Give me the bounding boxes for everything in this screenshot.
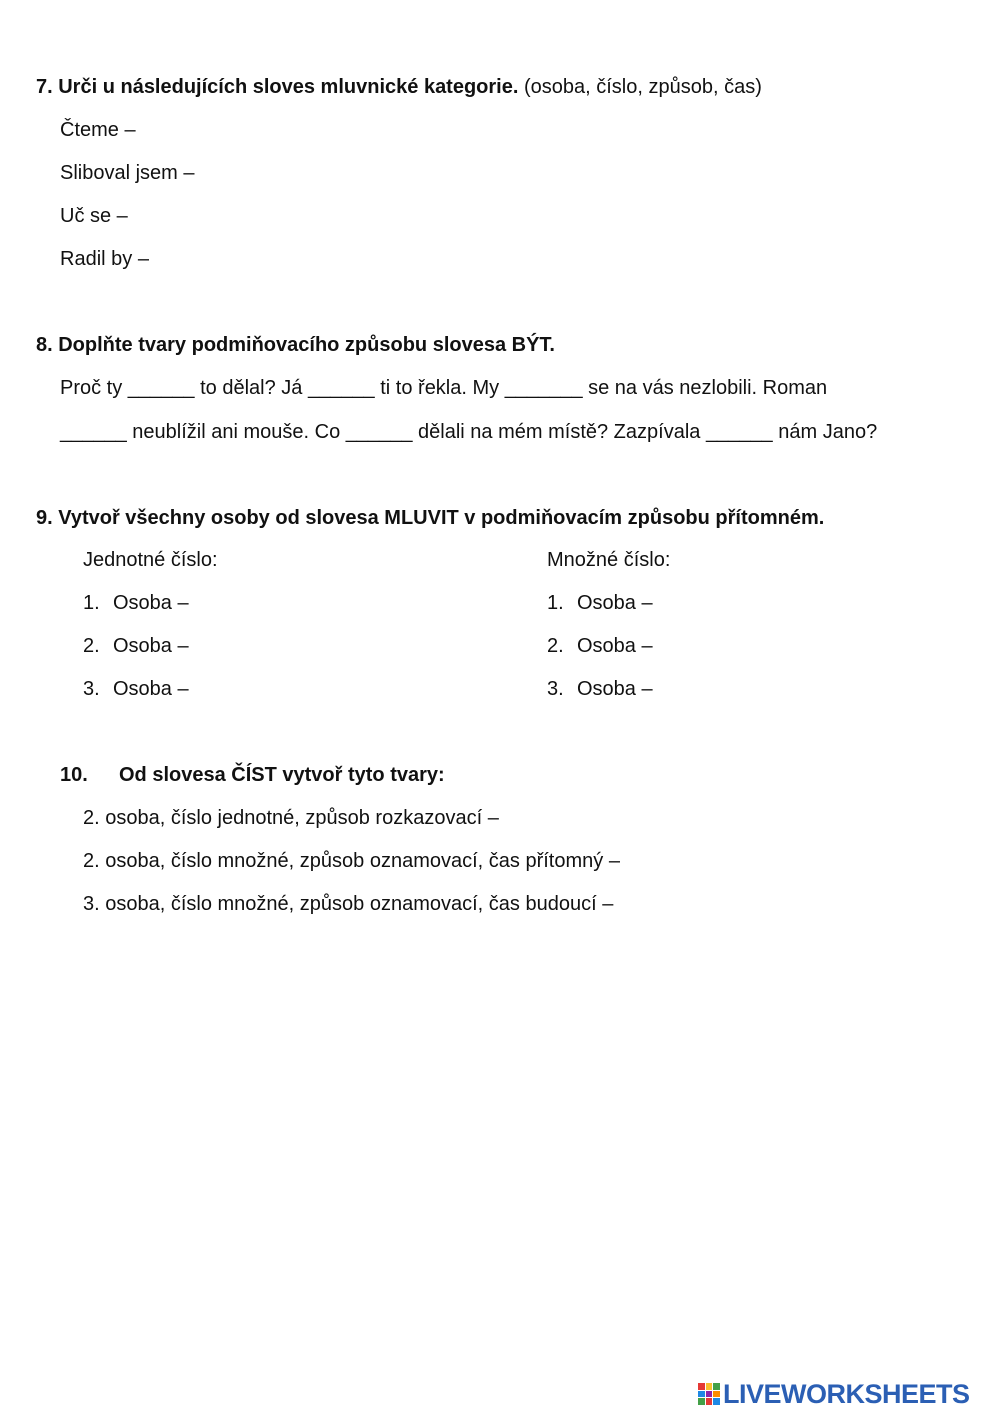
q9-singular-number: 3. xyxy=(83,678,100,700)
q9-plural-item: Osoba – xyxy=(577,678,653,700)
q9-heading: 9. Vytvoř všechny osoby od slovesa MLUVIT v podmiňovacím způsobu přítomném. xyxy=(36,507,825,529)
q7-item: Uč se – xyxy=(60,205,128,227)
q8-heading: 8. Doplňte tvary podmiňovacího způsobu slovesa BÝT. xyxy=(36,334,555,356)
q9-plural-number: 2. xyxy=(547,635,564,657)
q7-item: Sliboval jsem – xyxy=(60,162,195,184)
q7-hint: (osoba, číslo, způsob, čas) xyxy=(523,76,762,98)
q10-item: 2. osoba, číslo jednotné, způsob rozkazovací – xyxy=(83,807,499,829)
q9-plural-label: Množné číslo: xyxy=(547,549,671,571)
q8-line2: ______ neublížil ani mouše. Co ______ dělali na mém místě? Zazpívala ______ nám Jano? xyxy=(60,421,878,443)
q10-item: 2. osoba, číslo množné, způsob oznamovací, čas přítomný – xyxy=(83,850,620,872)
q9-plural-number: 1. xyxy=(547,592,564,614)
q9-singular-label: Jednotné číslo: xyxy=(83,549,218,571)
q10-number: 10. xyxy=(60,764,88,786)
q8-line1: Proč ty ______ to dělal? Já ______ ti to řekla. My _______ se na vás nezlobili. Roman xyxy=(60,377,828,399)
q7-title xyxy=(36,77,762,97)
liveworksheets-brand xyxy=(698,1378,970,1409)
q7-item: Radil by – xyxy=(60,248,149,270)
q10-item: 3. osoba, číslo množné, způsob oznamovací, čas budoucí – xyxy=(83,893,614,915)
q9-singular-item: Osoba – xyxy=(113,678,189,700)
liveworksheets-wordmark: LIVEWORKSHEETS xyxy=(723,1378,970,1409)
q10-heading: Od slovesa ČÍST vytvoř tyto tvary: xyxy=(119,764,445,786)
liveworksheets-logo-icon xyxy=(698,1383,720,1405)
q7-item: Čteme – xyxy=(60,119,136,141)
q9-plural-item: Osoba – xyxy=(577,592,653,614)
q9-plural-item: Osoba – xyxy=(577,635,653,657)
q9-singular-item: Osoba – xyxy=(113,635,189,657)
q9-singular-number: 2. xyxy=(83,635,100,657)
q7-heading: 7. Urči u následujících sloves mluvnické kategorie. xyxy=(36,76,519,98)
q9-singular-number: 1. xyxy=(83,592,100,614)
q9-plural-number: 3. xyxy=(547,678,564,700)
q9-singular-item: Osoba – xyxy=(113,592,189,614)
